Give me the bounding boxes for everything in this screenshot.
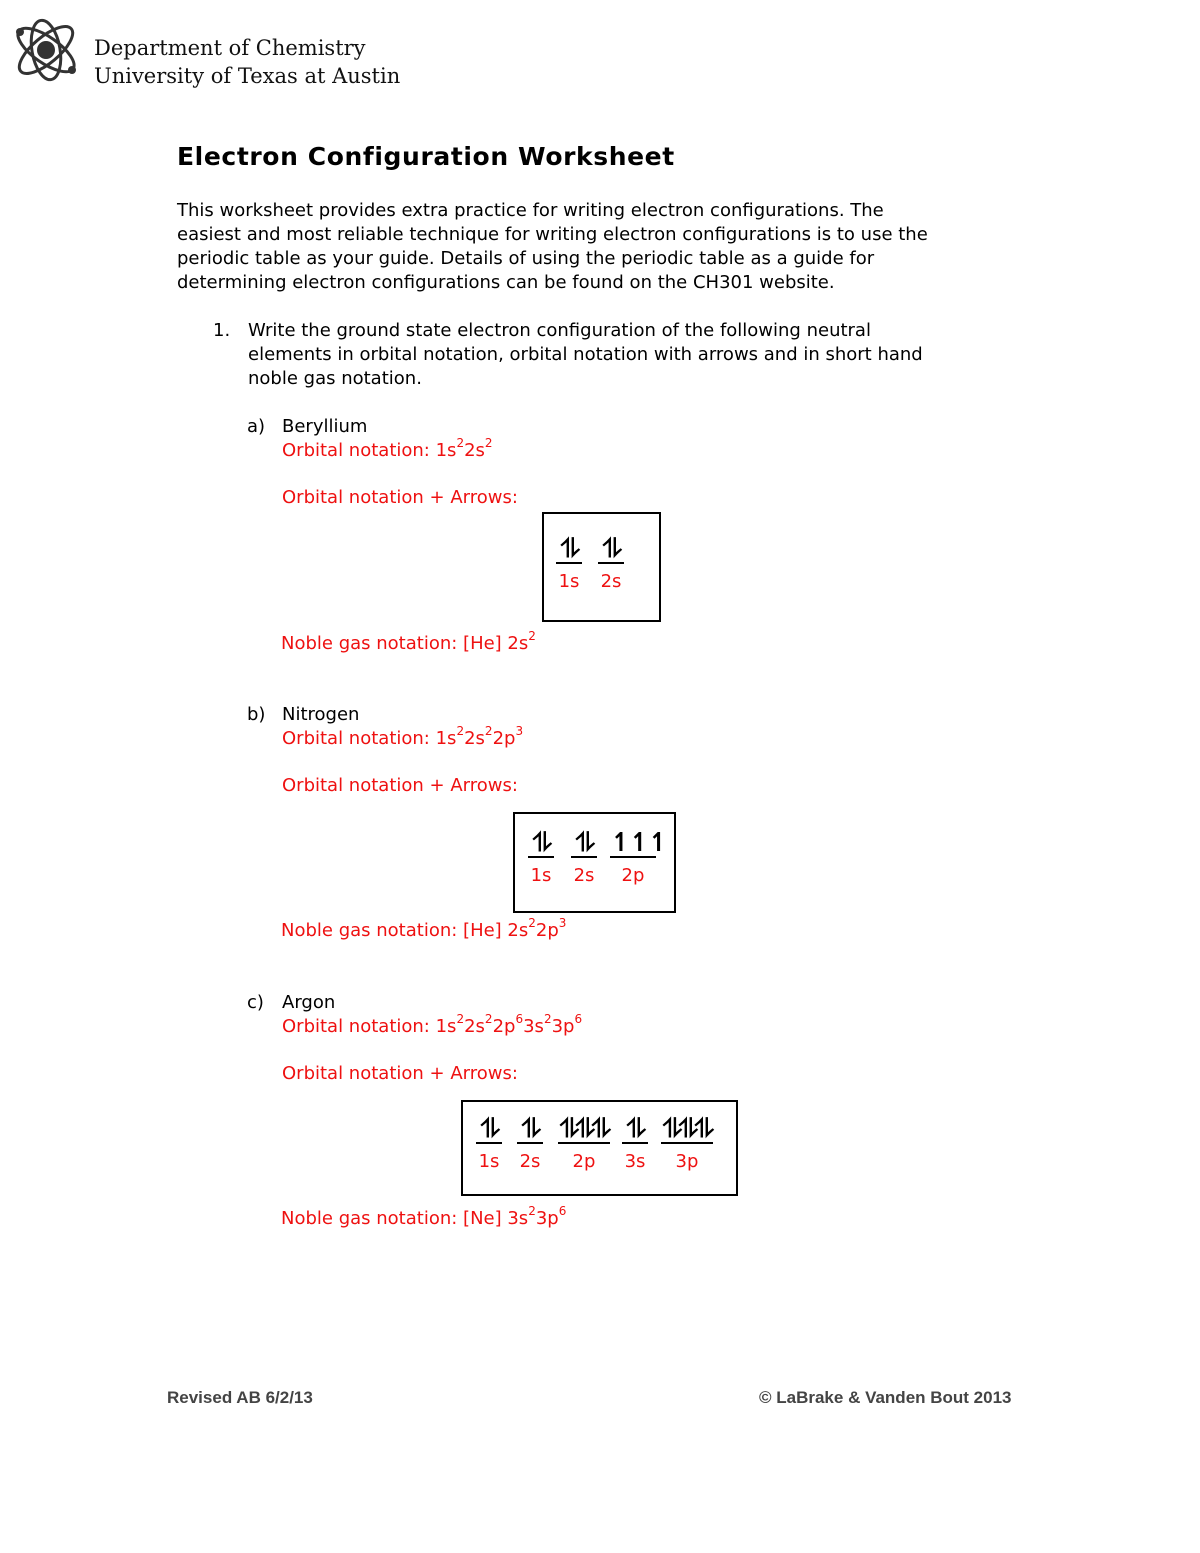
notation-term: 3p [551, 1016, 575, 1037]
orbital-label: 1s [478, 1151, 500, 1172]
notation-term: [He] 2s [463, 920, 529, 941]
orbital-notation [282, 436, 493, 463]
notation-exponent: 2 [456, 436, 465, 450]
question-text [248, 319, 923, 391]
orbital-label: 3s [624, 1151, 646, 1172]
electron-arrows: ↿↿↿ [610, 828, 667, 858]
question-line: elements in orbital notation, orbital notation with arrows and in short hand [248, 344, 923, 365]
orbital-label: 2s [573, 865, 595, 886]
orbital-notation-label: Orbital notation: [282, 440, 430, 461]
notation-term: [Ne] 3s [463, 1208, 529, 1229]
noble-gas-notation [281, 629, 536, 656]
notation-term: 3p [535, 1208, 559, 1229]
notation-term: 3s [523, 1016, 544, 1037]
notation-term: 1s [435, 1016, 457, 1037]
notation-exponent: 2 [456, 1012, 465, 1026]
orbital-1s [556, 534, 582, 594]
element-name: Nitrogen [282, 704, 360, 725]
question-line: Write the ground state electron configuration of the following neutral [248, 320, 871, 341]
notation-term: 1s [435, 440, 457, 461]
notation-exponent: 2 [484, 724, 493, 738]
noble-gas-notation [281, 1204, 567, 1231]
notation-exponent: 2 [528, 629, 536, 643]
orbital-label: 1s [558, 571, 580, 592]
electron-arrows: ⥮ [627, 1114, 643, 1144]
orbital-notation-value [435, 1012, 583, 1037]
orbital-label: 2s [519, 1151, 541, 1172]
notation-exponent: 2 [543, 1012, 552, 1026]
orbital-arrows-label: Orbital notation + Arrows: [282, 1063, 518, 1084]
electron-arrows: ⥮ [522, 1114, 538, 1144]
intro-line: determining electron configurations can be found on the CH301 website. [177, 272, 835, 293]
orbital-1s [476, 1114, 502, 1174]
department-name [94, 34, 400, 90]
orbital-2s [571, 828, 597, 888]
element-name: Beryllium [282, 416, 368, 437]
noble-gas-value [463, 916, 567, 941]
intro-line: easiest and most reliable technique for writing electron configurations is to use the [177, 224, 928, 245]
orbital-arrows-label: Orbital notation + Arrows: [282, 487, 518, 508]
element-name: Argon [282, 992, 336, 1013]
notation-term: 2p [492, 1016, 516, 1037]
noble-gas-value [463, 1204, 567, 1229]
orbital-label: 3p [675, 1151, 699, 1172]
electron-arrows: ⥮ [533, 828, 549, 858]
notation-term: [He] 2s [463, 633, 529, 654]
electron-arrows: ⥮ [481, 1114, 497, 1144]
dept-line-1: Department of Chemistry [94, 36, 366, 60]
intro-line: This worksheet provides extra practice for writing electron configurations. The [177, 200, 884, 221]
orbital-notation [282, 1012, 583, 1039]
orbital-arrows-label: Orbital notation + Arrows: [282, 775, 518, 796]
intro-line: periodic table as your guide. Details of using the periodic table as a guide for [177, 248, 875, 269]
notation-exponent: 6 [515, 1012, 524, 1026]
orbital-label: 2p [572, 1151, 596, 1172]
notation-term: 2s [464, 440, 485, 461]
notation-term: 1s [435, 728, 457, 749]
orbital-3p [661, 1114, 713, 1174]
question-line: noble gas notation. [248, 368, 422, 389]
electron-arrows: ⥮⥮⥮ [560, 1114, 608, 1144]
notation-exponent: 3 [515, 724, 524, 738]
notation-exponent: 6 [558, 1204, 567, 1218]
noble-gas-notation [281, 916, 567, 943]
electron-arrows: ⥮ [561, 534, 577, 564]
notation-exponent: 3 [558, 916, 567, 930]
notation-exponent: 2 [484, 436, 493, 450]
noble-gas-label: Noble gas notation: [281, 633, 458, 654]
notation-exponent: 2 [528, 1204, 536, 1218]
header [8, 12, 428, 92]
orbital-label: 1s [530, 865, 552, 886]
notation-exponent: 2 [484, 1012, 493, 1026]
orbital-2p [610, 828, 667, 888]
orbital-label: 2s [600, 571, 622, 592]
orbital-notation-value [435, 724, 524, 749]
orbital-2s [517, 1114, 543, 1174]
noble-gas-label: Noble gas notation: [281, 920, 458, 941]
orbital-1s [528, 828, 554, 888]
orbital-label: 2p [621, 865, 645, 886]
question-number: 1. [213, 320, 231, 341]
notation-exponent: 6 [574, 1012, 583, 1026]
electron-arrows: ⥮ [576, 828, 592, 858]
intro-paragraph [177, 199, 1017, 295]
atom-logo-icon [8, 12, 84, 88]
orbital-3s [622, 1114, 648, 1174]
part-label: c) [247, 992, 264, 1013]
noble-gas-value [463, 629, 536, 654]
part-label: b) [247, 704, 266, 725]
orbital-2p [558, 1114, 610, 1174]
orbital-notation-label: Orbital notation: [282, 1016, 430, 1037]
orbital-notation-value [435, 436, 493, 461]
notation-exponent: 2 [456, 724, 465, 738]
electron-arrows: ⥮⥮⥮ [663, 1114, 711, 1144]
page-title: Electron Configuration Worksheet [177, 142, 675, 171]
footer-copyright: © LaBrake & Vanden Bout 2013 [759, 1388, 1012, 1407]
dept-line-2: University of Texas at Austin [94, 64, 401, 88]
orbital-2s [598, 534, 624, 594]
notation-term: 2p [492, 728, 516, 749]
notation-term: 2s [464, 1016, 485, 1037]
orbital-notation-label: Orbital notation: [282, 728, 430, 749]
orbital-notation [282, 724, 524, 751]
notation-exponent: 2 [528, 916, 536, 930]
electron-arrows: ⥮ [603, 534, 619, 564]
notation-term: 2s [464, 728, 485, 749]
footer-revised: Revised AB 6/2/13 [167, 1388, 313, 1407]
noble-gas-label: Noble gas notation: [281, 1208, 458, 1229]
part-label: a) [247, 416, 266, 437]
notation-term: 2p [535, 920, 559, 941]
